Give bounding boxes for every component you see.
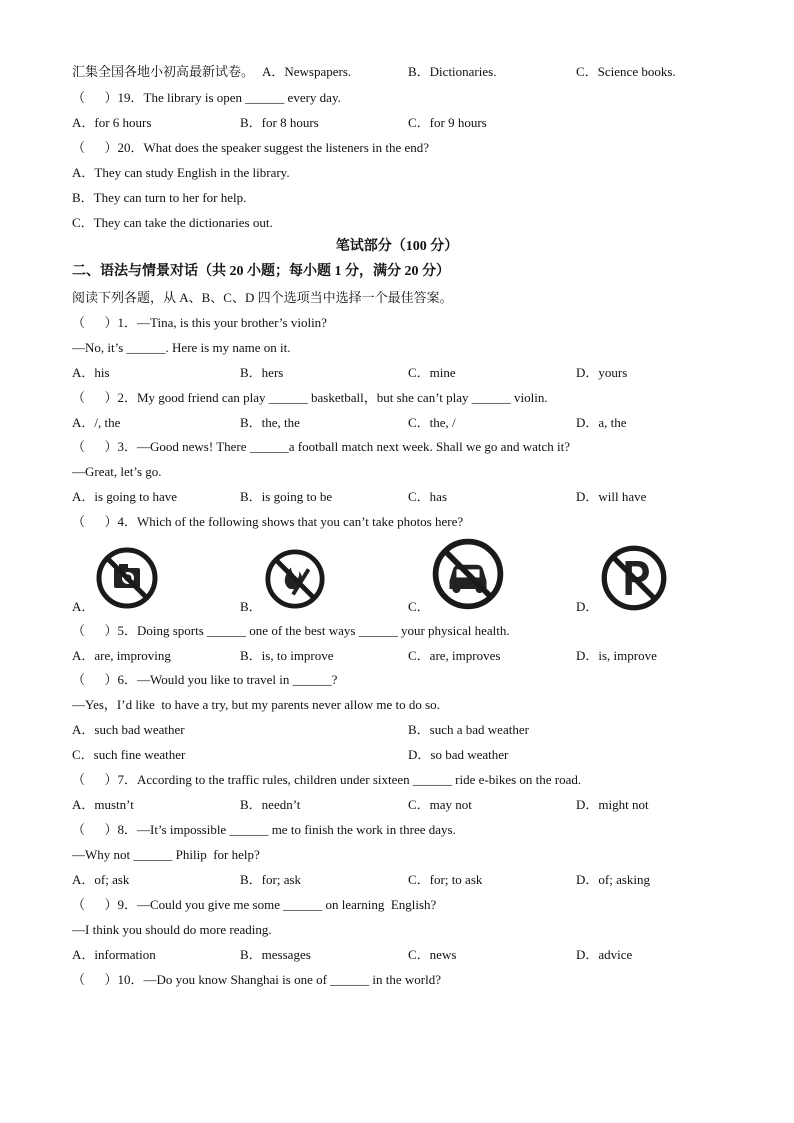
q9-option-c: C．news	[408, 947, 457, 962]
q2-option-b: B．the, the	[240, 415, 300, 430]
q4-option-b: B．	[240, 599, 262, 614]
header-note: 汇集全国各地小初高最新试卷。	[72, 64, 255, 79]
q8-option-c: C．for; to ask	[408, 872, 483, 887]
q9-stem: （ ）9．—Could you give me some ______ on learning English?	[72, 897, 437, 912]
q9-line2: —I think you should do more reading.	[72, 922, 272, 937]
q18-option-a: A．Newspapers.	[262, 64, 352, 79]
q7-option-d: D．might not	[576, 797, 649, 812]
q8-stem: （ ）8．—It’s impossible ______ me to finish the work in three days.	[72, 822, 456, 837]
q2-option-d: D．a, the	[576, 415, 627, 430]
q1-line2: —No, it’s ______. Here is my name on it.	[72, 340, 291, 355]
q8-line2: —Why not ______ Philip for help?	[72, 847, 260, 862]
q5-option-d: D．is, improve	[576, 648, 657, 663]
q3-option-b: B．is going to be	[240, 489, 333, 504]
q19-option-a: A．for 6 hours	[72, 115, 152, 130]
q9-option-d: D．advice	[576, 947, 633, 962]
q1-option-a: A．his	[72, 365, 110, 380]
q3-stem: （ ）3．—Good news! There ______a football match next week. Shall we go and watch it?	[72, 439, 570, 454]
q6-line2: —Yes，I’d like to have a try, but my parents never allow me to do so.	[72, 697, 440, 712]
q4-stem: （ ）4．Which of the following shows that you can’t take photos here?	[72, 514, 464, 529]
q4-option-d: D．	[576, 599, 599, 614]
q2-stem: （ ）2．My good friend can play ______ basketball，but she can’t play ______ violin.	[72, 390, 548, 405]
q5-option-a: A．are, improving	[72, 648, 171, 663]
q20-option-c: C．They can take the dictionaries out.	[72, 215, 273, 230]
no-parking-sign-icon	[600, 544, 668, 612]
q3-option-d: D．will have	[576, 489, 647, 504]
q7-stem: （ ）7．According to the traffic rules, children under sixteen ______ ride e-bikes on the road.	[72, 772, 582, 787]
q2-option-c: C．the, /	[408, 415, 456, 430]
q8-option-d: D．of; asking	[576, 872, 651, 887]
section-2-instruction: 阅读下列各题，从 A、B、C、D 四个选项当中选择一个最佳答案。	[72, 290, 453, 305]
q2-option-a: A．/, the	[72, 415, 121, 430]
q6-option-b: B．such a bad weather	[408, 722, 529, 737]
q10-stem: （ ）10．—Do you know Shanghai is one of ______ in the world?	[72, 972, 442, 987]
q3-option-a: A．is going to have	[72, 489, 178, 504]
q20-option-a: A．They can study English in the library.	[72, 165, 290, 180]
q6-option-d: D．so bad weather	[408, 747, 509, 762]
q7-option-c: C．may not	[408, 797, 472, 812]
q20-stem: （ ）20．What does the speaker suggest the listeners in the end?	[72, 140, 430, 155]
q18-option-b: B．Dictionaries.	[408, 64, 497, 79]
q9-option-a: A．information	[72, 947, 156, 962]
q1-option-b: B．hers	[240, 365, 284, 380]
q7-option-a: A．mustn’t	[72, 797, 134, 812]
written-part-title: 笔试部分（100 分）	[335, 239, 459, 254]
q20-option-b: B．They can turn to her for help.	[72, 190, 247, 205]
no-car-sign-icon	[431, 537, 505, 611]
q1-option-d: D．yours	[576, 365, 628, 380]
q5-option-b: B．is, to improve	[240, 648, 334, 663]
q3-line2: —Great, let’s go.	[72, 464, 162, 479]
q5-stem: （ ）5．Doing sports ______ one of the best ways ______ your physical health.	[72, 623, 510, 638]
no-fire-sign-icon	[264, 548, 326, 610]
q6-stem: （ ）6．—Would you like to travel in ______?	[72, 672, 338, 687]
q8-option-b: B．for; ask	[240, 872, 302, 887]
q6-option-a: A．such bad weather	[72, 722, 185, 737]
no-camera-sign-icon	[95, 546, 159, 610]
q5-option-c: C．are, improves	[408, 648, 501, 663]
q18-option-c: C．Science books.	[576, 64, 676, 79]
q19-stem: （ ）19．The library is open ______ every day.	[72, 90, 341, 105]
q1-stem: （ ）1．—Tina, is this your brother’s violin?	[72, 315, 327, 330]
q19-option-c: C．for 9 hours	[408, 115, 487, 130]
q1-option-c: C．mine	[408, 365, 456, 380]
q4-option-c: C．	[408, 599, 430, 614]
section-2-title: 二、语法与情景对话（共 20 小题；每小题 1 分，满分 20 分）	[72, 264, 450, 279]
q3-option-c: C．has	[408, 489, 448, 504]
q9-option-b: B．messages	[240, 947, 311, 962]
q7-option-b: B．needn’t	[240, 797, 301, 812]
q6-option-c: C．such fine weather	[72, 747, 186, 762]
q4-option-a: A．	[72, 599, 95, 614]
q8-option-a: A．of; ask	[72, 872, 130, 887]
q19-option-b: B．for 8 hours	[240, 115, 319, 130]
